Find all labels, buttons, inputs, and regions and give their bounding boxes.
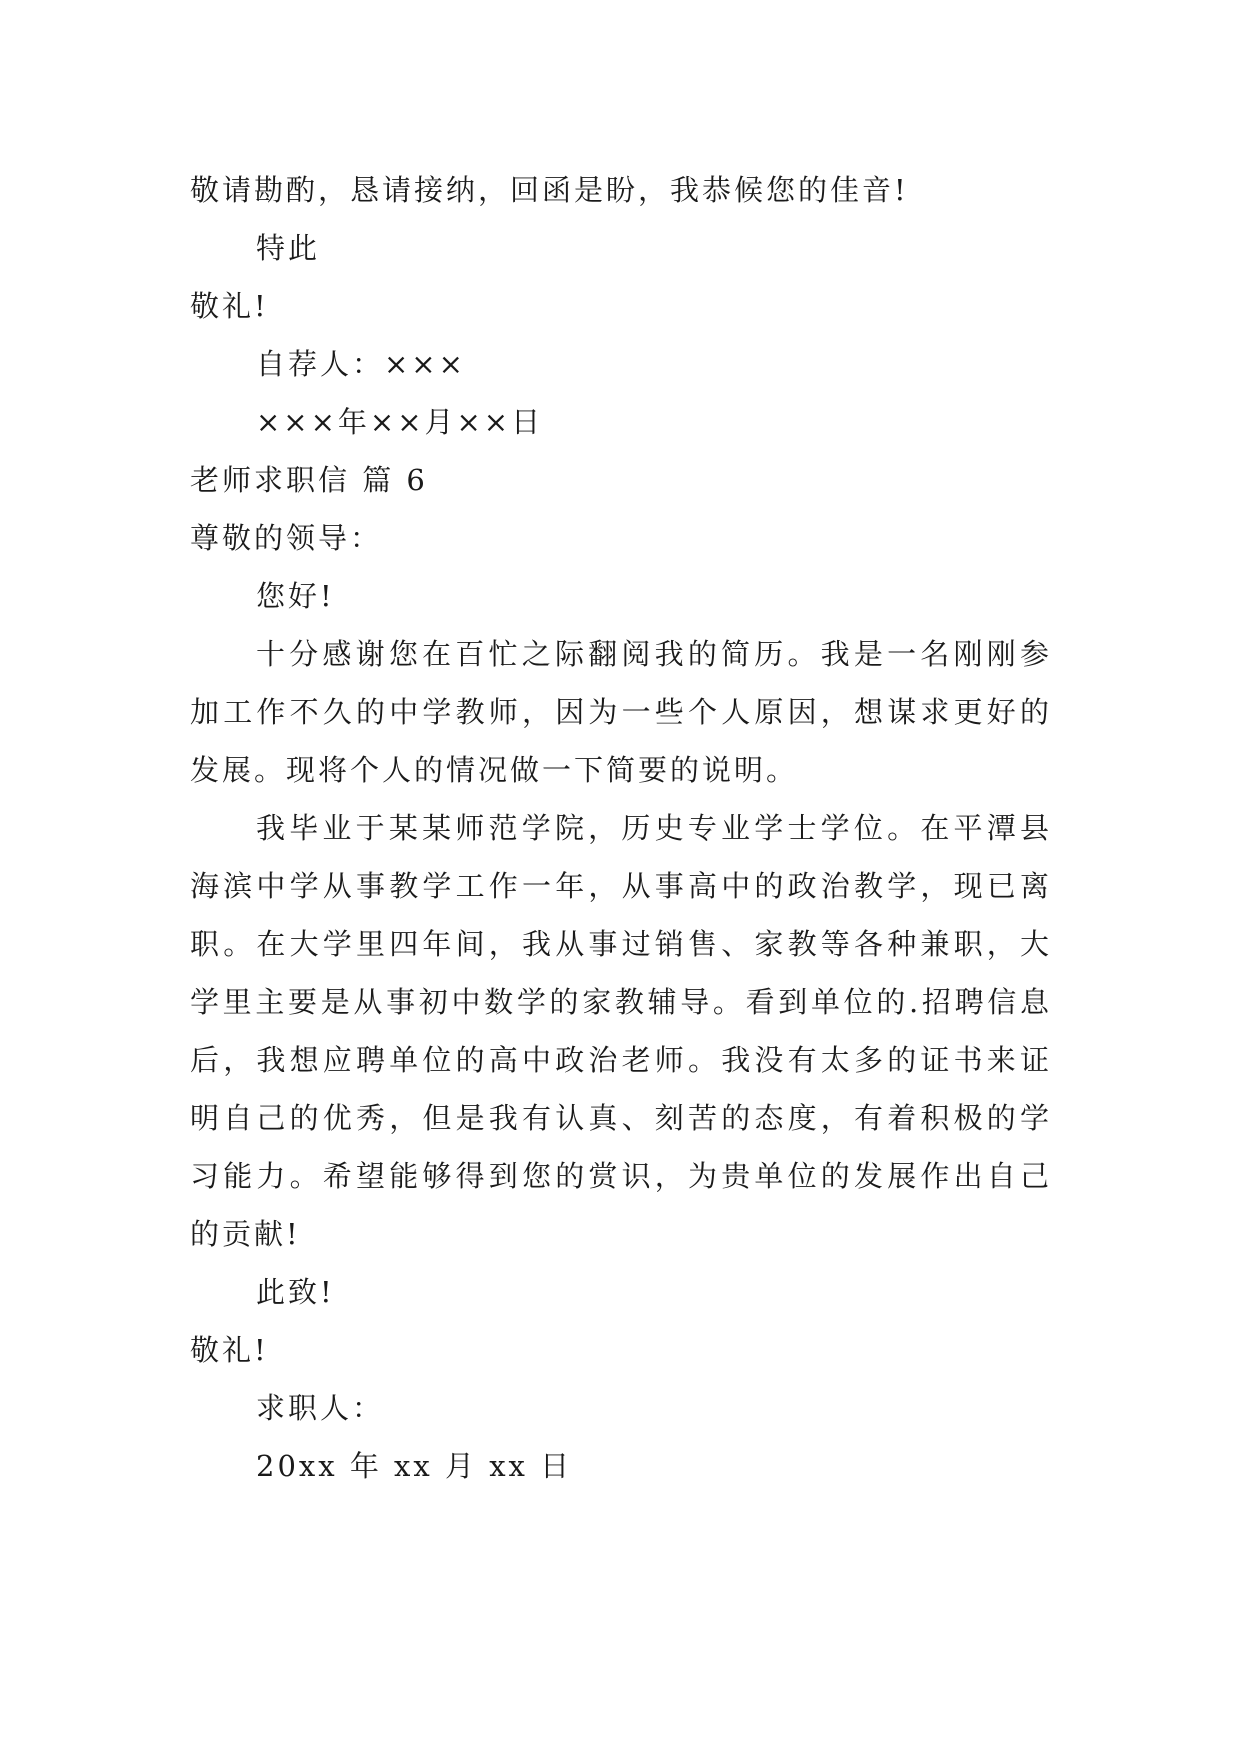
- applicant-line: 求职人：: [256, 1391, 385, 1425]
- greeting: 您好!: [256, 579, 335, 613]
- body-paragraph: 十分感谢您在百忙之际翻阅我的简历。我是一名刚刚参加工作不久的中学教师，因为一些个人原因，想谋求更好的发展。现将个人的情况做一下简要的说明。: [190, 637, 1052, 787]
- closing-request: 敬请勘酌，恳请接纳，回函是盼，我恭候您的佳音!: [190, 173, 909, 207]
- salute-line: 敬礼!: [190, 1333, 269, 1367]
- body-paragraph: 我毕业于某某师范学院，历史专业学士学位。在平潭县海滨中学从事教学工作一年，从事高中的政治教学，现已离职。在大学里四年间，我从事过销售、家教等各种兼职，大学里主要是从事初中数学的家教辅导。看到单位的.招聘信息后，我想应聘单位的高中政治老师。我没有太多的证书来证明自己的优秀，但是我有认真、刻苦的态度，有着积极的学习能力。希望能够得到您的赏识，为贵单位的发展作出自己的贡献!: [190, 811, 1052, 1251]
- section-heading: 老师求职信 篇 6: [190, 463, 428, 497]
- salute-line: 敬礼!: [190, 289, 269, 323]
- date-line: 20xx 年 xx 月 xx 日: [256, 1449, 573, 1483]
- salutation: 尊敬的领导：: [190, 521, 383, 555]
- cizhi-line: 此致!: [256, 1275, 335, 1309]
- tebi-line: 特此: [256, 231, 321, 265]
- date-line: ×××年××月××日: [256, 405, 544, 439]
- document-body: [190, 161, 1052, 1495]
- signer-line: 自荐人：×××: [256, 347, 466, 381]
